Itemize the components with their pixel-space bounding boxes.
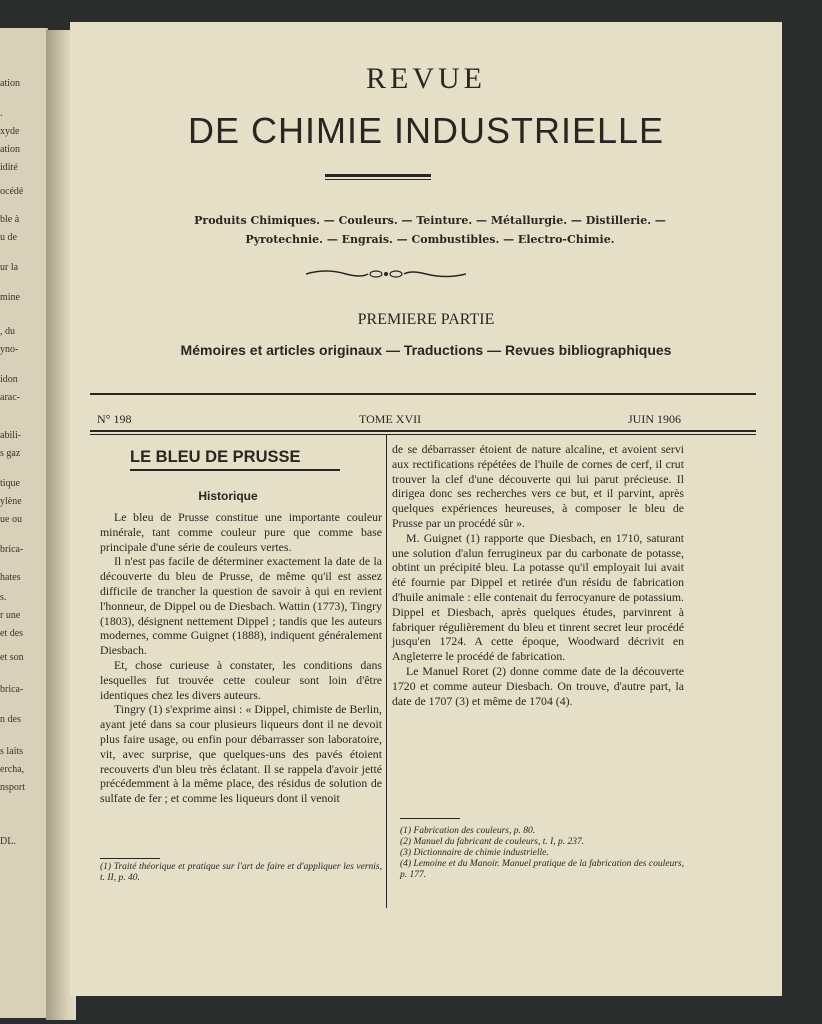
left-page-fragment: r une — [0, 610, 21, 621]
left-page-fragment: DL. — [0, 836, 16, 847]
left-page-fragment: et son — [0, 652, 24, 663]
left-page-fragment: s gaz — [0, 448, 21, 459]
left-page-fragment: yno- — [0, 344, 19, 355]
left-page-fragment: s laits — [0, 746, 24, 757]
ornament-divider — [306, 266, 466, 282]
issue-date: JUIN 1906 — [628, 412, 681, 426]
section-heading: Historique — [198, 489, 258, 503]
left-page-fragment: ur la — [0, 262, 19, 273]
left-page-edge — [0, 28, 48, 1018]
left-page-fragment: ue ou — [0, 514, 22, 525]
meta-rule-bottom — [90, 430, 756, 432]
left-page-fragment: océdé — [0, 186, 24, 197]
meta-rule-bottom-thin — [90, 434, 756, 435]
right-footnote-rule — [400, 818, 460, 819]
tome-label: TOME XVII — [359, 412, 422, 426]
left-page-fragment: , du — [0, 326, 15, 337]
article-title: LE BLEU DE PRUSSE — [130, 448, 301, 466]
title-rule — [325, 174, 431, 177]
left-page-fragment: ble à — [0, 214, 20, 225]
part-heading: PREMIERE PARTIE — [357, 311, 495, 328]
subjects-line-2: Pyrotechnie. — Engrais. — Combustibles. — Electro-Chimie. — [245, 233, 615, 246]
article-title-underline — [130, 469, 340, 471]
left-footnote-rule — [100, 858, 160, 859]
left-page-fragment: idon — [0, 374, 18, 385]
footnote: (4) Lemoine et du Manoir. Manuel pratique de la fabrication des couleurs, p. 177. — [400, 859, 684, 880]
left-page-fragment: n des — [0, 714, 21, 725]
left-page-fragment: xyde — [0, 126, 20, 137]
left-column — [100, 510, 382, 806]
meta-rule-top — [90, 393, 756, 395]
subjects-line-1: Produits Chimiques. — Couleurs. — Teinture. — Métallurgie. — Distillerie. — — [194, 214, 666, 227]
paragraph: M. Guignet (1) rapporte que Diesbach, en 1710, saturant une solution d'alun ferrugineux par du carbonate de potasse, obtint un précipité bleu. La potasse qu'il employait lui avait été fournie par Dippel et retirée d'un résidu de fabrication d'huile animale : elle contenait du ferrocyanure de potassium. Dippel et Diesbach, après quelques études, parvinrent à fabriquer régulièrement du bleu et tinrent secret leur procédé jusqu'en 1724. A cette époque, Woodward décrivit en Angleterre le procédé de fabrication. — [392, 530, 684, 664]
left-footnotes — [100, 862, 382, 884]
paragraph: Et, chose curieuse à constater, les conditions dans lesquelles fut trouvée cette couleur sont loin d'être identiques chez les divers auteurs. — [100, 657, 382, 702]
left-page-fragment: ercha, — [0, 764, 25, 775]
paragraph: Le bleu de Prusse constitue une importante couleur minérale, tant comme couleur pure que comme base principale d'une série de couleurs vertes. — [100, 510, 382, 554]
journal-title-main: DE CHIMIE INDUSTRIELLE — [187, 110, 665, 151]
left-page-fragment: nsport — [0, 782, 25, 793]
journal-title-revue: REVUE — [366, 62, 486, 95]
left-page-fragment: . — [0, 108, 3, 119]
left-page-fragment: mine — [0, 292, 20, 303]
footnote: (3) Dictionnaire de chimie industrielle. — [400, 848, 549, 858]
left-page-fragment: brica- — [0, 684, 24, 695]
footnote: (1) Traité théorique et pratique sur l'art de faire et d'appliquer les vernis, t. II, p. 40. — [100, 862, 382, 883]
footnote: (2) Manuel du fabricant de couleurs, t. I, p. 237. — [400, 837, 585, 847]
paragraph: Tingry (1) s'exprime ainsi : « Dippel, chimiste de Berlin, ayant jeté dans sa cour plusieurs liqueurs dont il ne devoit plus faire usage, ou enfin pour débarrasser son laboratoire, vit, avec surprise, que quelques-uns des pavés étoient recouverts d'un bleu très éclatant. Il se rappela d'avoir jetté précédemment à la même place, des résidus de solution de sulfate de fer ; et comme les liqueurs dont il venoit — [100, 702, 382, 806]
left-page-fragment: arac- — [0, 392, 20, 403]
left-page-fragment: ation — [0, 144, 20, 155]
right-column — [392, 442, 684, 708]
footnote: (1) Fabrication des couleurs, p. 80. — [400, 826, 536, 836]
left-page-fragment: idité — [0, 162, 18, 173]
left-page-fragment: ation — [0, 78, 20, 89]
paragraph: Il n'est pas facile de déterminer exactement la date de la découverte du bleu de Prusse, de même qu'il est assez difficile de trancher la question de savoir à qui en revient l'honneur, de Dippel ou de Diesbach. Wattin (1773), Tingry (1803), désignent nettement Dippel ; tandis que les auteurs modernes, comme Guignet (1888), indiquent généralement Diesbach. — [100, 554, 382, 658]
left-page-fragment: brica- — [0, 544, 24, 555]
title-rule-thin — [325, 179, 431, 180]
left-page-fragment: tique — [0, 478, 20, 489]
right-footnotes — [400, 826, 684, 881]
paragraph: Le Manuel Roret (2) donne comme date de la découverte 1720 et comme auteur Diesbach. On trouve, d'autre part, la date de 1707 (3) et même de 1704 (4). — [392, 663, 684, 708]
issue-number: N° 198 — [97, 412, 132, 426]
section-subtitle: Mémoires et articles originaux — Traductions — Revues bibliographiques — [180, 342, 672, 358]
left-page-fragment: ylène — [0, 496, 22, 507]
column-divider — [386, 434, 387, 908]
left-page-fragment: hates — [0, 572, 21, 583]
left-page-fragment: u de — [0, 232, 17, 243]
left-page-fragment: abili- — [0, 430, 22, 441]
journal-page — [70, 22, 782, 996]
left-page-fragment: s. — [0, 592, 7, 603]
left-page-fragment: et des — [0, 628, 24, 639]
paragraph: de se débarrasser étoient de nature alcaline, et avoient servi aux rectifications répétées de l'huile de cornes de cerf, il crut trouver la clef d'une découverte qui lui parut précieuse. Il dirigea donc ses recherches vers ce but, et il parvint, après quelques expériences heureuses, à composer le bleu de Prusse par un procédé sûr ». — [392, 442, 684, 530]
